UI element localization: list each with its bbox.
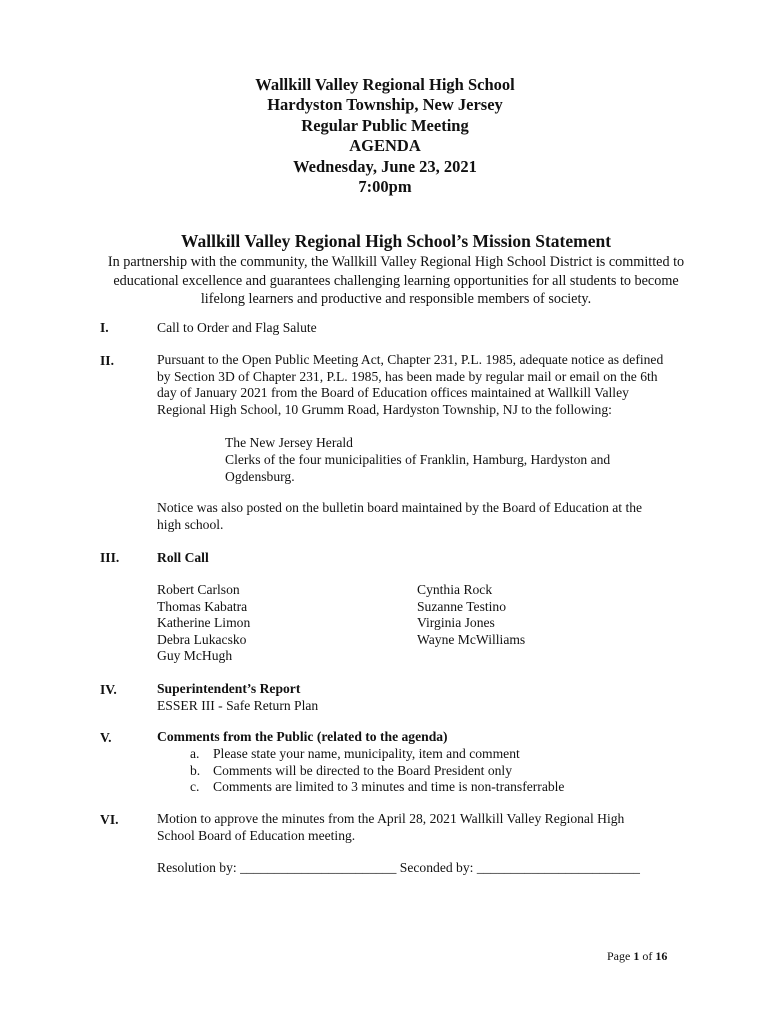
member-name: Robert Carlson (157, 582, 240, 597)
item-number-vi: VI. (100, 812, 119, 827)
list-item: b. Comments will be directed to the Board President only (190, 762, 513, 778)
item-number-i: I. (100, 320, 109, 335)
member-name: Virginia Jones (417, 615, 495, 631)
item-number-iv: IV. (100, 682, 117, 697)
document-header (0, 75, 770, 197)
member-name: Cynthia Rock (417, 582, 493, 597)
member-name: Debra Lukacsko (157, 631, 247, 647)
item-number-ii: II. (100, 353, 114, 368)
recipient-herald: The New Jersey Herald (225, 435, 353, 450)
notice-text: Notice was also posted on the bulletin board maintained by the Board of Education at the high school. (157, 500, 643, 532)
page-number: Page 1 of 16 (607, 949, 668, 963)
roll-call-title: Roll Call (157, 550, 209, 565)
member-name: Thomas Kabatra (157, 598, 248, 614)
school-name: Wallkill Valley Regional High School (255, 75, 515, 94)
public-comments-title: Comments from the Public (related to the agenda) (157, 729, 448, 744)
superintendent-report-text: ESSER III - Safe Return Plan (157, 697, 319, 713)
roll-call-right-column (417, 582, 525, 648)
roll-call-left-column (157, 582, 250, 665)
item-i-text: Call to Order and Flag Salute (157, 320, 317, 335)
superintendent-report-title: Superintendent’s Report (157, 681, 301, 696)
meeting-date: Wednesday, June 23, 2021 (293, 156, 477, 176)
item-number-iii: III. (100, 550, 120, 565)
township: Hardyston Township, New Jersey (267, 95, 503, 115)
item-ii-text: Pursuant to the Open Public Meeting Act, Chapter 231, P.L. 1985, adequate notice as defined by Section 3D of Chapter 231, P.L. 1985, has been made by regular mail or email on the 6th day of January 2021 from the Board of Education offices maintained at Wallkill Valley Regional High School, 10 Grumm Road, Hardyston Township, NJ to the following: (157, 352, 664, 417)
meeting-time: 7:00pm (358, 177, 412, 197)
member-name: Guy McHugh (157, 648, 233, 664)
item-vi-text: Motion to approve the minutes from the April 28, 2021 Wallkill Valley Regional High School Board of Education meeting. (157, 811, 625, 843)
mission-text: In partnership with the community, the Wallkill Valley Regional High School District is committed to educational excellence and guarantees challenging learning opportunities for all students to become lifelong learners and productive and responsible members of society. (107, 254, 685, 307)
public-comments-list (190, 746, 564, 796)
list-item: c. Comments are limited to 3 minutes and time is non-transferrable (190, 779, 565, 795)
resolution-line: Resolution by: _______________________ Seconded by: ________________________ (157, 860, 640, 875)
item-iv (157, 681, 677, 714)
list-item: a. Please state your name, municipality, item and comment (190, 746, 520, 761)
agenda-label: AGENDA (349, 136, 421, 156)
member-name: Wayne McWilliams (417, 631, 526, 647)
mission-title: Wallkill Valley Regional High School’s Mission Statement (180, 231, 612, 251)
meeting-type: Regular Public Meeting (301, 115, 469, 135)
member-name: Katherine Limon (157, 615, 251, 631)
item-number-v: V. (100, 730, 112, 745)
member-name: Suzanne Testino (417, 598, 507, 614)
recipient-clerks: Clerks of the four municipalities of Franklin, Hamburg, Hardyston and Ogdensburg. (225, 452, 611, 484)
